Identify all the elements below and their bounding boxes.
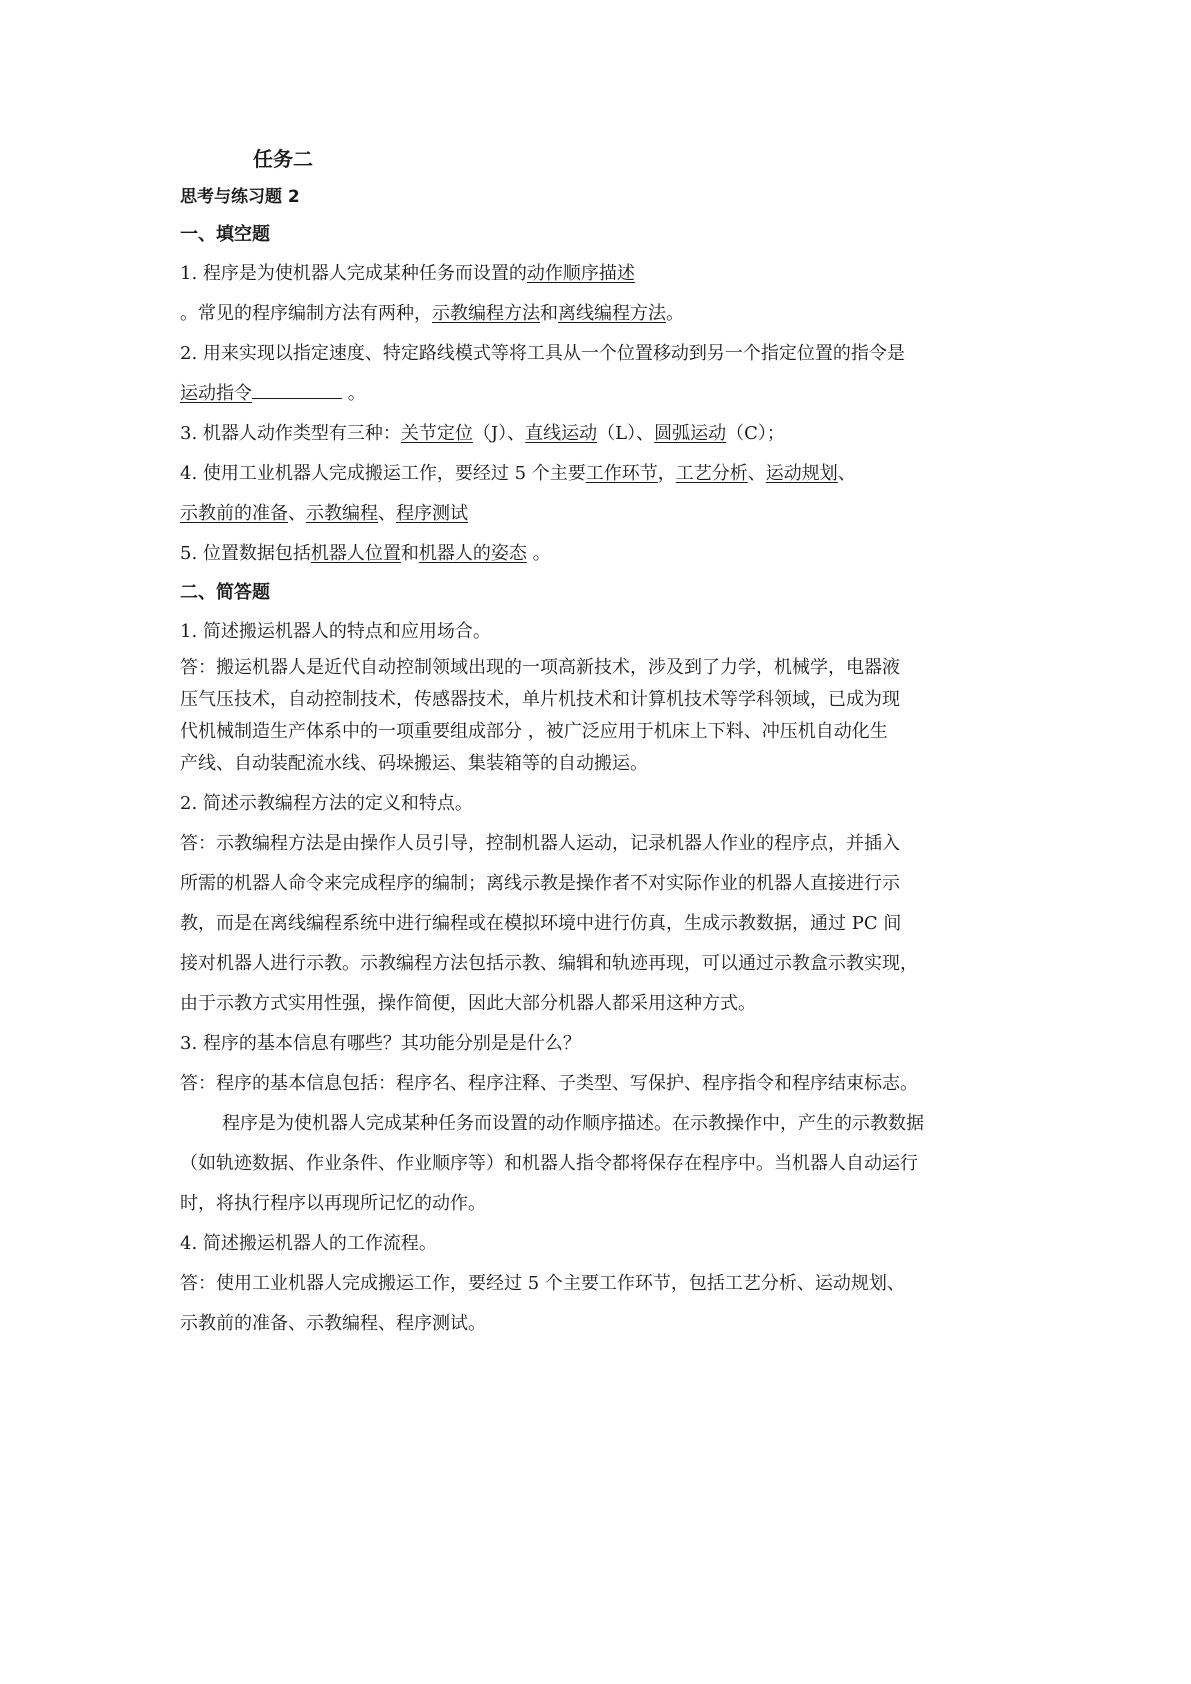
answer-line: 时，将执行程序以再现所记忆的动作。: [180, 1193, 486, 1214]
question-text: 、: [288, 503, 306, 524]
question-text: （C）；: [726, 423, 785, 444]
question-text: ，: [657, 463, 676, 484]
fill-question-4: [180, 454, 1040, 494]
answer-text: 直线运动: [525, 423, 598, 444]
fill-question-2: [180, 334, 1040, 374]
answer-line: 压气压技术，自动控制技术，传感器技术，单片机技术和计算机技术等学科领域，已成为现: [180, 689, 900, 710]
fill-question-2-cont: [180, 374, 1040, 414]
question-text: 和: [400, 543, 419, 564]
short-question-3: 3. 程序的基本信息有哪些？其功能分别是是什么？: [180, 1033, 581, 1054]
answer-text: 工艺分析: [675, 463, 748, 484]
answer-text: 示教前的准备: [180, 503, 288, 524]
answer-line: 答：示教编程方法是由操作人员引导，控制机器人运动，记录机器人作业的程序点，并插入: [180, 833, 900, 854]
section-heading-short-answer: 二、简答题: [180, 582, 270, 603]
answer-line: 由于示教方式实用性强，操作简便，因此大部分机器人都采用这种方式。: [180, 993, 756, 1014]
answer-line: 示教前的准备、示教编程、程序测试。: [180, 1313, 486, 1334]
question-text: 。: [342, 383, 366, 404]
short-answer-3: 答：程序的基本信息包括：程序名、程序注释、子类型、写保护、程序指令和程序结束标志。: [180, 1073, 918, 1094]
question-text: 、: [747, 463, 766, 484]
answer-text: 示教编程: [306, 503, 378, 524]
answer-text: 运动规划: [765, 463, 838, 484]
exercise-title: 思考与练习题 2: [180, 187, 300, 207]
question-text: 2. 用来实现以指定速度、特定路线模式等将工具从一个位置移动到另一个指定位置的指令是: [180, 343, 905, 364]
answer-text: 离线编程方法: [558, 303, 666, 324]
question-text: 。常见的程序编制方法有两种，: [180, 303, 432, 324]
answer-line: （如轨迹数据、作业条件、作业顺序等）和机器人指令都将保存在程序中。当机器人自动运行: [180, 1153, 918, 1174]
answer-line: 答：搬运机器人是近代自动控制领域出现的一项高新技术，涉及到了力学，机械学，电器液: [180, 657, 900, 678]
answer-line: 教，而是在离线编程系统中进行编程或在模拟环境中进行仿真，生成示教数据，通过 PC 间: [180, 913, 902, 934]
short-question-2: 2. 简述示教编程方法的定义和特点。: [180, 793, 473, 814]
fill-question-5: [180, 534, 1040, 574]
question-text: 和: [540, 303, 558, 324]
answer-text: 圆弧运动: [654, 423, 727, 444]
section-heading-fill-in: 一、填空题: [180, 224, 270, 245]
question-text: 1. 程序是为使机器人完成某种任务而设置的: [180, 263, 527, 284]
short-answer-1: [180, 652, 1040, 780]
answer-text: 示教编程方法: [432, 303, 540, 324]
question-text: 、: [378, 503, 396, 524]
question-text: 3. 机器人动作类型有三种：: [180, 423, 401, 444]
fill-question-1: [180, 254, 1040, 294]
fill-question-1-cont: [180, 294, 1040, 334]
fill-question-4-cont: [180, 494, 1040, 534]
answer-line: 答：使用工业机器人完成搬运工作，要经过 5 个主要工作环节，包括工艺分析、运动规划、: [180, 1273, 905, 1294]
question-text: （J）、: [472, 423, 526, 444]
document-page: [180, 140, 1040, 1344]
answer-text: 机器人位置: [310, 543, 401, 564]
answer-text: 动作顺序描述: [526, 263, 635, 284]
answer-line: 代机械制造生产体系中的一项重要组成部分 ，被广泛应用于机床上下料、冲压机自动化生: [180, 721, 888, 742]
fill-question-3: [180, 414, 1040, 454]
short-answer-2: [180, 824, 1040, 1024]
answer-blank: [252, 380, 342, 399]
answer-text: 机器人的姿态: [418, 543, 527, 564]
question-text: 4. 使用工业机器人完成搬运工作，要经过 5 个主要: [180, 463, 586, 484]
short-question-1: 1. 简述搬运机器人的特点和应用场合。: [180, 621, 491, 642]
answer-text: 运动指令: [180, 383, 252, 404]
question-text: 。: [526, 543, 551, 564]
question-text: 。: [666, 303, 684, 324]
answer-line: 所需的机器人命令来完成程序的编制；离线示教是操作者不对实际作业的机器人直接进行示: [180, 873, 900, 894]
page-title: 任务二: [253, 147, 313, 171]
answer-line: 接对机器人进行示教。示教编程方法包括示教、编辑和轨迹再现，可以通过示教盒示教实现，: [180, 953, 918, 974]
answer-line: 程序是为使机器人完成某种任务而设置的动作顺序描述。在示教操作中，产生的示教数据: [222, 1113, 924, 1134]
question-text: 、: [837, 463, 856, 484]
answer-text: 工作环节: [585, 463, 658, 484]
question-text: （L）、: [597, 423, 655, 444]
answer-line: 产线、自动装配流水线、码垛搬运、集装箱等的自动搬运。: [180, 753, 648, 774]
short-question-4: 4. 简述搬运机器人的工作流程。: [180, 1233, 437, 1254]
question-text: 5. 位置数据包括: [180, 543, 311, 564]
short-answer-3-paragraph: [180, 1104, 1040, 1224]
answer-text: 关节定位: [400, 423, 473, 444]
short-answer-4: [180, 1264, 1040, 1344]
answer-text: 程序测试: [396, 503, 468, 524]
